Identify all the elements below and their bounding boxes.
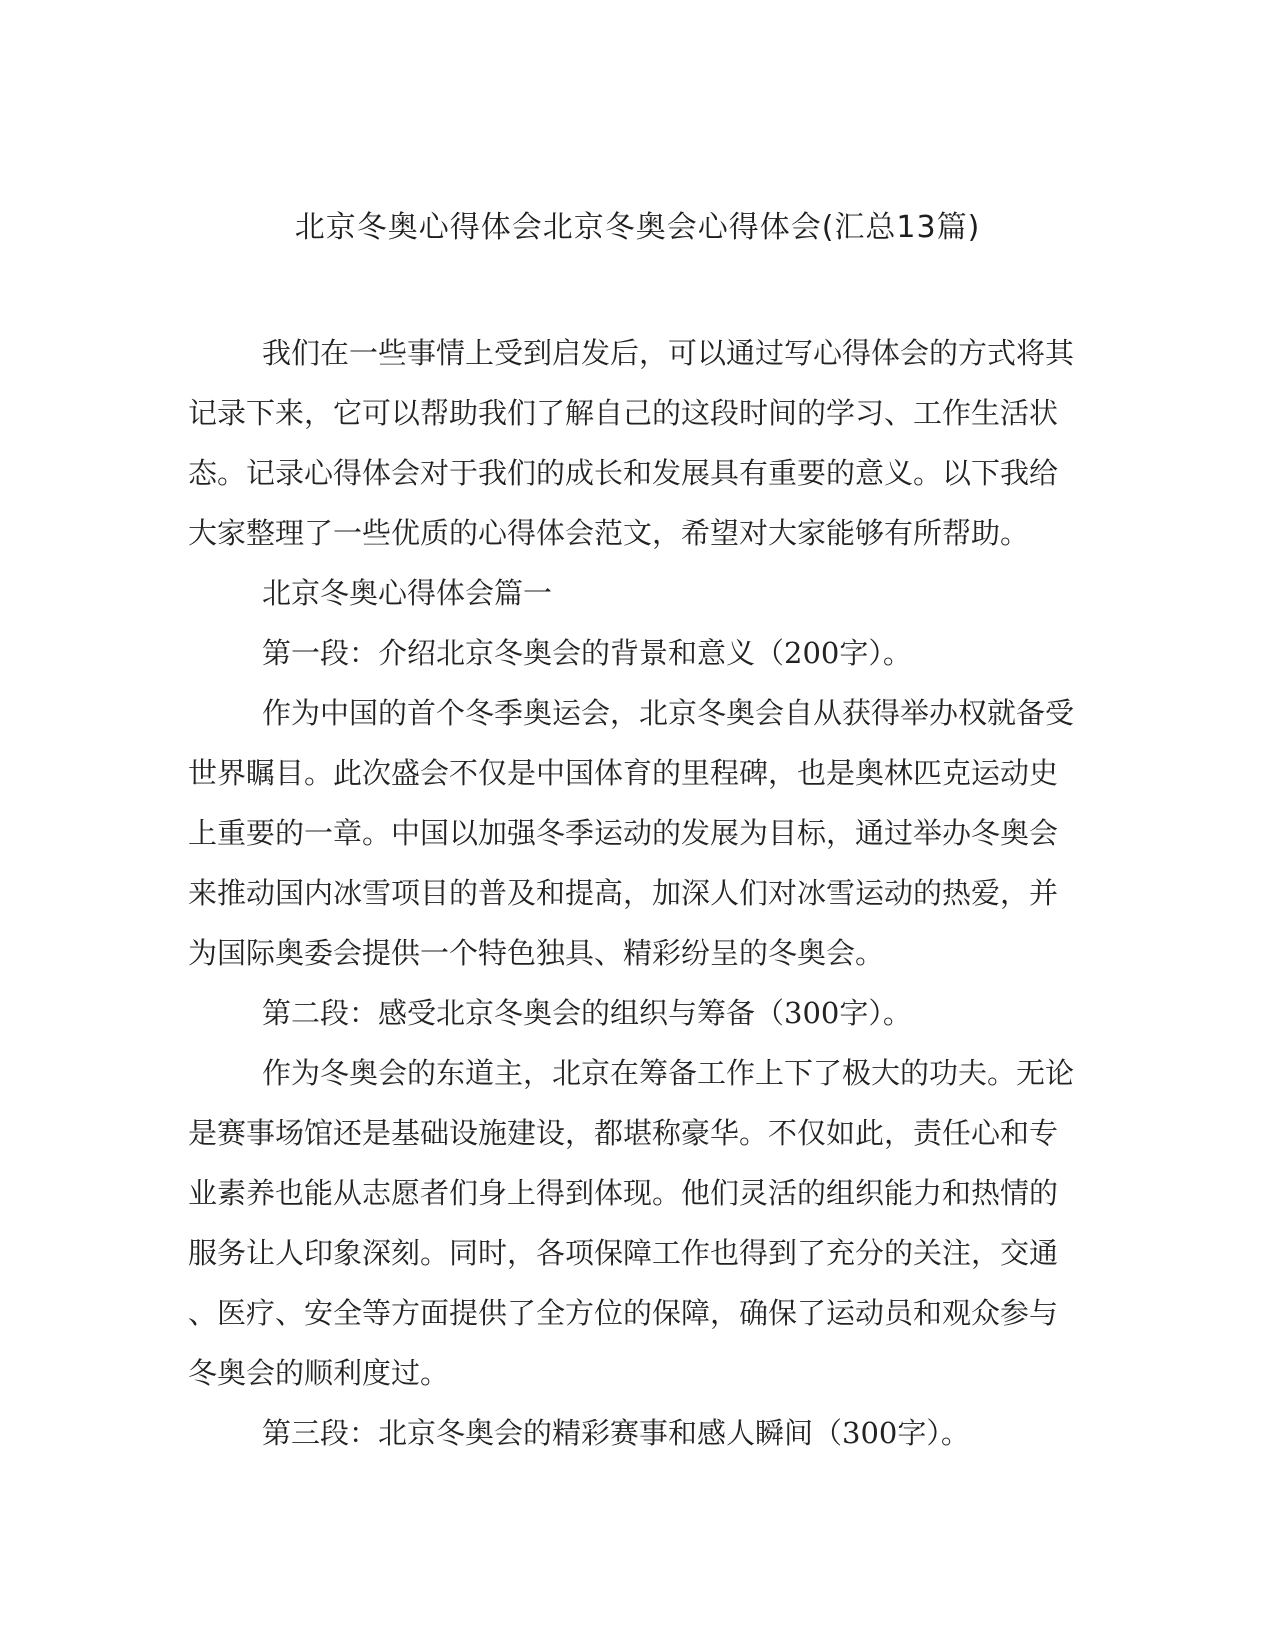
document-title: 北京冬奥心得体会北京冬奥会心得体会(汇总13篇)	[294, 210, 981, 245]
body-line: 服务让人印象深刻。同时，各项保障工作也得到了充分的关注，交通	[188, 1236, 1059, 1270]
body-line: 作为中国的首个冬季奥运会，北京冬奥会自从获得举办权就备受	[262, 696, 1075, 730]
body-line: 是赛事场馆还是基础设施建设，都堪称豪华。不仅如此，责任心和专	[188, 1116, 1059, 1150]
body-line: 作为冬奥会的东道主，北京在筹备工作上下了极大的功夫。无论	[262, 1056, 1075, 1090]
body-line: 态。记录心得体会对于我们的成长和发展具有重要的意义。以下我给	[188, 456, 1059, 490]
body-line: 我们在一些事情上受到启发后，可以通过写心得体会的方式将其	[262, 336, 1075, 370]
body-line: 业素养也能从志愿者们身上得到体现。他们灵活的组织能力和热情的	[188, 1176, 1059, 1210]
body-line: 记录下来，它可以帮助我们了解自己的这段时间的学习、工作生活状	[188, 396, 1059, 430]
body-line: 、医疗、安全等方面提供了全方位的保障，确保了运动员和观众参与	[188, 1296, 1059, 1330]
subsection-heading: 第二段：感受北京冬奥会的组织与筹备（300字）。	[262, 996, 912, 1030]
body-line: 大家整理了一些优质的心得体会范文，希望对大家能够有所帮助。	[188, 516, 1030, 550]
body-line: 世界瞩目。此次盛会不仅是中国体育的里程碑，也是奥林匹克运动史	[188, 756, 1059, 790]
document-body	[188, 323, 1078, 1463]
section-heading: 北京冬奥心得体会篇一	[262, 576, 553, 610]
body-line: 上重要的一章。中国以加强冬季运动的发展为目标，通过举办冬奥会	[188, 816, 1059, 850]
subsection-heading: 第一段：介绍北京冬奥会的背景和意义（200字）。	[262, 636, 912, 670]
subsection-heading: 第三段：北京冬奥会的精彩赛事和感人瞬间（300字）。	[262, 1416, 970, 1450]
body-line: 为国际奥委会提供一个特色独具、精彩纷呈的冬奥会。	[188, 936, 885, 970]
body-line: 来推动国内冰雪项目的普及和提高，加深人们对冰雪运动的热爱，并	[188, 876, 1059, 910]
body-line: 冬奥会的顺利度过。	[188, 1356, 450, 1390]
